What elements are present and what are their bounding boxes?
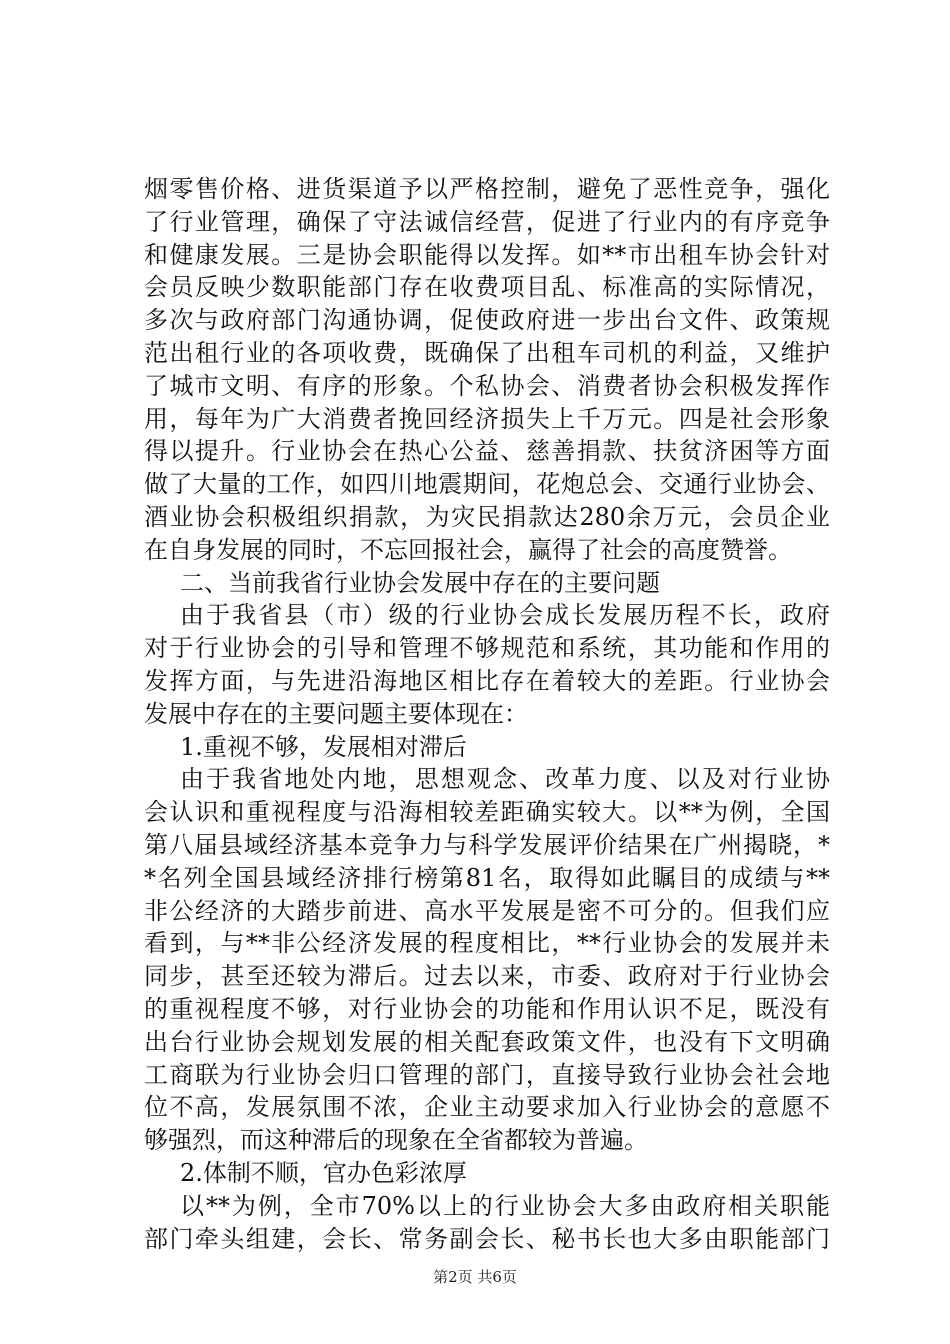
paragraph-line: 以**为例，全市70%以上的行业协会大多由政府相关职能	[180, 1191, 830, 1220]
paragraph-line: 的重视程度不够，对行业协会的功能和作用认识不足，既没有	[144, 994, 830, 1023]
paragraph-line: 得以提升。行业协会在热心公益、慈善捐款、扶贫济困等方面	[144, 437, 830, 466]
page-footer	[0, 1266, 950, 1287]
document-body	[144, 173, 830, 1255]
paragraph-line: 会认识和重视程度与沿海相较差距确实较大。以**为例，全国	[144, 798, 830, 827]
paragraph-line: 工商联为行业协会归口管理的部门，直接导致行业协会社会地	[144, 1060, 830, 1089]
paragraph-line: 看到，与**非公经济发展的程度相比，**行业协会的发展并未	[144, 929, 830, 958]
paragraph-line: 位不高，发展氛围不浓，企业主动要求加入行业协会的意愿不	[144, 1093, 830, 1122]
page-number: 第2页 共6页	[433, 1268, 517, 1286]
paragraph-line: 用，每年为广大消费者挽回经济损失上千万元。四是社会形象	[144, 404, 830, 433]
paragraph-line: 酒业协会积极组织捐款，为灾民捐款达280余万元，会员企业	[144, 502, 830, 531]
paragraph-line: 非公经济的大踏步前进、高水平发展是密不可分的。但我们应	[144, 896, 830, 925]
paragraph-line: 做了大量的工作，如四川地震期间，花炮总会、交通行业协会、	[144, 470, 830, 499]
paragraph-line: 了城市文明、有序的形象。个私协会、消费者协会积极发挥作	[144, 371, 830, 400]
paragraph-line: 发展中存在的主要问题主要体现在：	[144, 699, 528, 728]
paragraph-line: 对于行业协会的引导和管理不够规范和系统，其功能和作用的	[144, 634, 830, 663]
paragraph-line: 第八届县域经济基本竞争力与科学发展评价结果在广州揭晓，*	[144, 830, 830, 859]
paragraph-line: 部门牵头组建，会长、常务副会长、秘书长也大多由职能部门	[144, 1224, 830, 1253]
paragraph-line: 同步，甚至还较为滞后。过去以来，市委、政府对于行业协会	[144, 962, 830, 991]
paragraph-line: 出台行业协会规划发展的相关配套政策文件，也没有下文明确	[144, 1027, 830, 1056]
paragraph-line: 够强烈，而这种滞后的现象在全省都较为普遍。	[144, 1126, 648, 1155]
section-heading: 二、当前我省行业协会发展中存在的主要问题	[180, 568, 660, 597]
paragraph-line: 在自身发展的同时，不忘回报社会，赢得了社会的高度赞誉。	[144, 535, 792, 564]
paragraph-line: 会员反映少数职能部门存在收费项目乱、标准高的实际情况，	[144, 273, 830, 302]
paragraph-line: 范出租行业的各项收费，既确保了出租车司机的利益，又维护	[144, 338, 830, 367]
paragraph-line: 了行业管理，确保了守法诚信经营，促进了行业内的有序竞争	[144, 207, 830, 236]
section-heading: 2.体制不顺，官办色彩浓厚	[180, 1158, 467, 1187]
paragraph-line: 烟零售价格、进货渠道予以严格控制，避免了恶性竞争，强化	[144, 175, 830, 203]
section-heading: 1.重视不够，发展相对滞后	[180, 732, 467, 761]
paragraph-line: 和健康发展。三是协会职能得以发挥。如**市出租车协会针对	[144, 240, 830, 269]
paragraph-line: 多次与政府部门沟通协调，促使政府进一步出台文件、政策规	[144, 306, 830, 335]
paragraph-line: 由于我省地处内地，思想观念、改革力度、以及对行业协	[180, 765, 830, 794]
paragraph-line: 由于我省县（市）级的行业协会成长发展历程不长，政府	[180, 601, 830, 630]
paragraph-line: *名列全国县域经济排行榜第81名，取得如此瞩目的成绩与**	[144, 863, 830, 892]
paragraph-line: 发挥方面，与先进沿海地区相比存在着较大的差距。行业协会	[144, 666, 830, 695]
